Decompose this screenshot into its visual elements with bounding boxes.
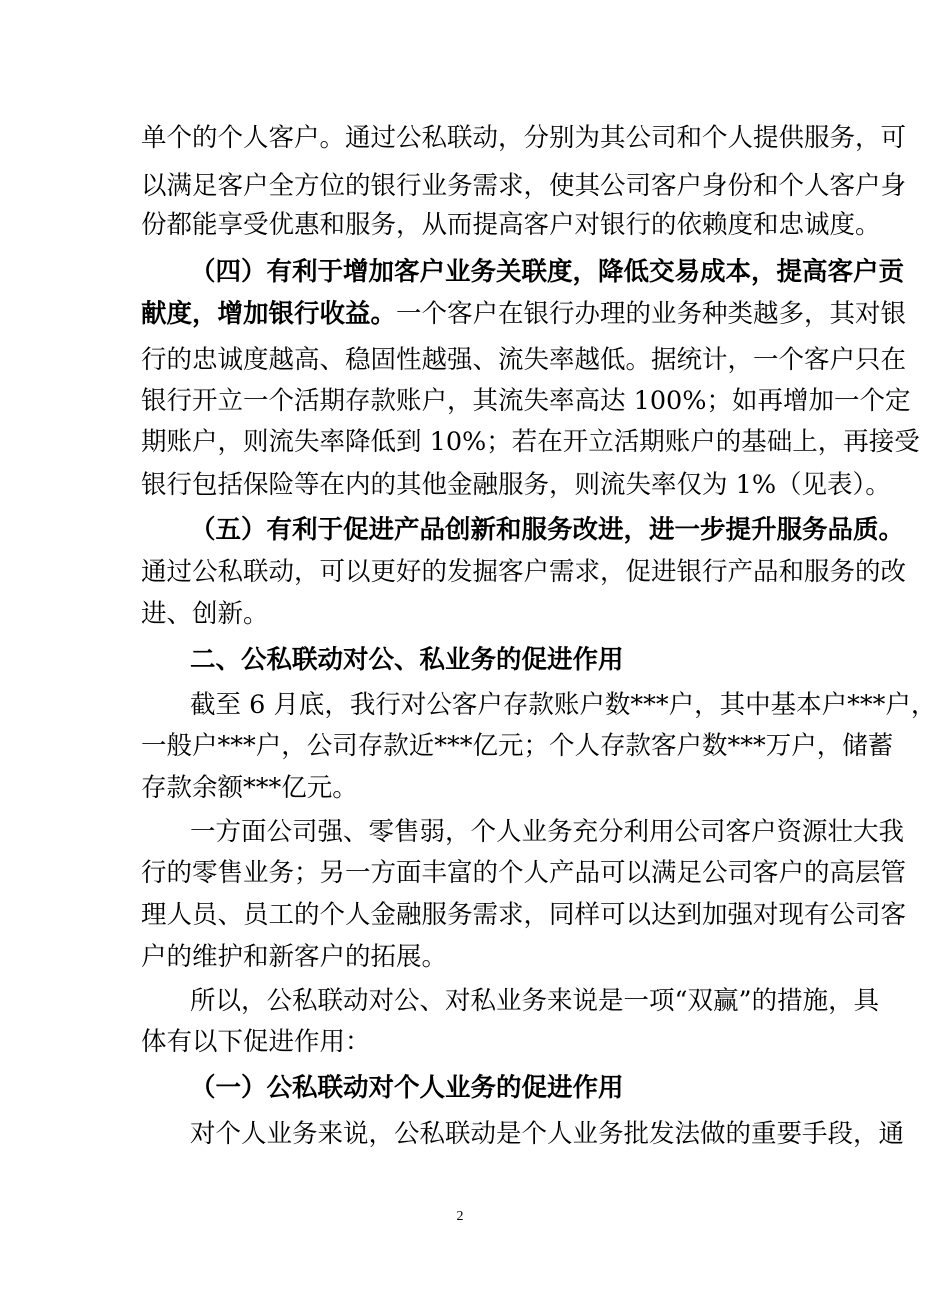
paragraph-line: 银行包括保险等在内的其他金融服务，则流失率仅为 1%（见表）。 <box>141 470 891 500</box>
paragraph-line: 所以，公私联动对公、对私业务来说是一项“双赢”的措施，具 <box>190 986 880 1016</box>
paragraph-line: 行的忠诚度越高、稳固性越强、流失率越低。据统计，一个客户只在 <box>141 345 907 375</box>
paragraph-line-mixed <box>141 294 907 334</box>
paragraph-line: 一般户***户，公司存款近***亿元；个人存款客户数***万户，储蓄 <box>141 731 894 761</box>
paragraph-line: 单个的个人客户。通过公私联动，分别为其公司和个人提供服务，可 <box>141 123 907 153</box>
paragraph-line: 对个人业务来说，公私联动是个人业务批发法做的重要手段，通 <box>190 1119 905 1149</box>
section-heading: 二、公私联动对公、私业务的促进作用 <box>190 645 624 675</box>
page-number: 2 <box>456 1209 464 1224</box>
paragraph-line: 截至 6 月底，我行对公客户存款账户数***户，其中基本户***户， <box>190 690 936 720</box>
paragraph-line: 期账户，则流失率降低到 10%；若在开立活期账户的基础上，再接受 <box>141 427 920 457</box>
paragraph-line: 以满足客户全方位的银行业务需求，使其公司客户身份和个人客户身 <box>141 171 907 201</box>
paragraph-line: 银行开立一个活期存款账户，其流失率高达 100%；如再增加一个定 <box>141 386 911 416</box>
paragraph-line: 行的零售业务；另一方面丰富的个人产品可以满足公司客户的高层管 <box>141 858 907 888</box>
paragraph-line: 户的维护和新客户的拓展。 <box>141 942 448 972</box>
paragraph-line: 存款余额***亿元。 <box>141 773 358 803</box>
paragraph-line: 进、创新。 <box>141 599 269 629</box>
bold-lead-sentence: （四）有利于增加客户业务关联度，降低交易成本，提高客户贡 <box>190 257 905 287</box>
bold-lead-sentence-end: 献度，增加银行收益。 <box>141 299 397 329</box>
paragraph-line: 理人员、员工的个人金融服务需求，同样可以达到加强对现有公司客 <box>141 900 907 930</box>
paragraph-line: 体有以下促进作用： <box>141 1027 371 1057</box>
paragraph-line: 通过公私联动，可以更好的发掘客户需求，促进银行产品和服务的改 <box>141 557 907 587</box>
bold-lead-sentence: （五）有利于促进产品创新和服务改进，进一步提升服务品质。 <box>190 515 905 545</box>
paragraph-line: 份都能享受优惠和服务，从而提高客户对银行的依赖度和忠诚度。 <box>141 210 881 240</box>
paragraph-text: 一个客户在银行办理的业务种类越多，其对银 <box>396 299 907 329</box>
paragraph-line: 一方面公司强、零售弱，个人业务充分利用公司客户资源壮大我 <box>190 817 905 847</box>
subsection-heading: （一）公私联动对个人业务的促进作用 <box>190 1073 624 1103</box>
